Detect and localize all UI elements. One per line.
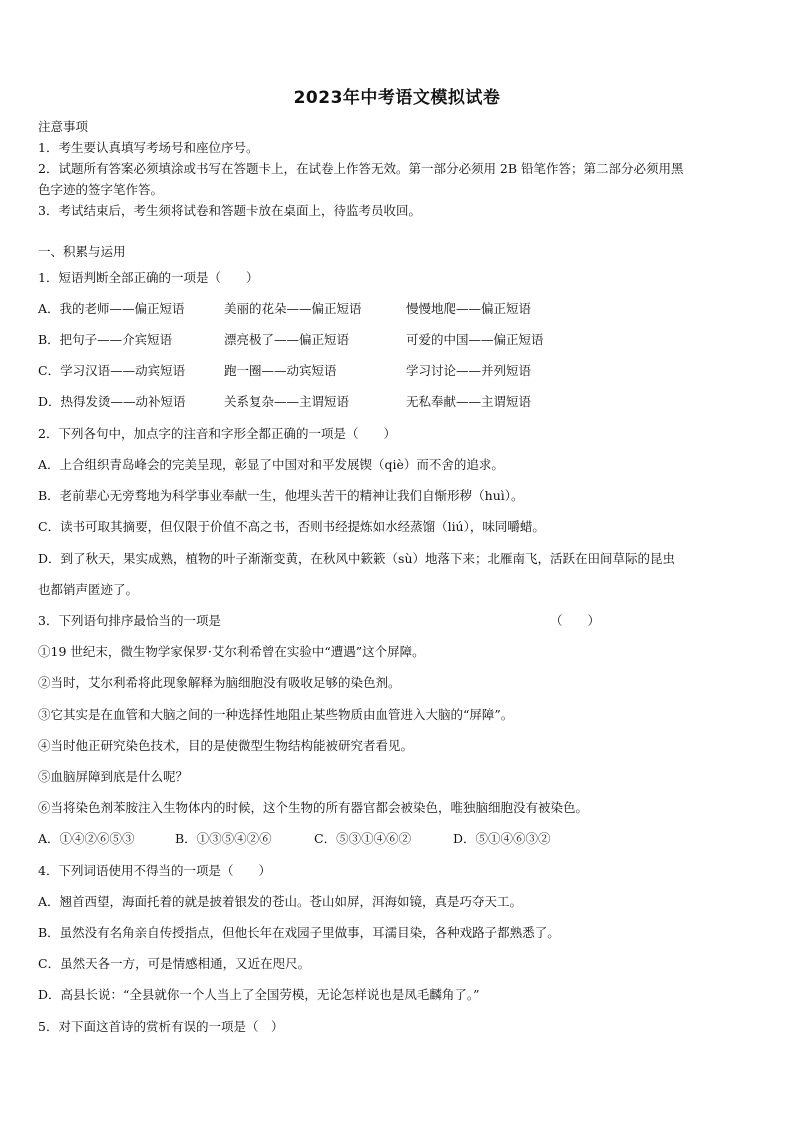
q4-option-c: C．虽然天各一方，可是情感相通，又近在咫尺。	[38, 956, 311, 971]
answer-blank: （ ）	[550, 613, 601, 628]
question-4-stem: 4．下列词语使用不得当的一项是（ ）	[38, 863, 271, 878]
q1-option-d-1: D．热得发烫——动补短语	[38, 394, 186, 409]
q2-option-c: C．读书可取其摘要，但仅限于价值不高之书，否则书经提炼如水经蒸馏（liú），味同嚼蜡。	[38, 519, 545, 534]
q1-option-d-2: 关系复杂——主谓短语	[224, 394, 350, 409]
q3-option-d: D．⑤①④⑥③②	[453, 831, 551, 846]
q3-sentence-4: ④当时他正研究染色技术，目的是使微型生物结构能被研究者看见。	[38, 738, 414, 753]
q3-sentence-3: ③它其实是在血管和大脑之间的一种选择性地阻止某些物质由血管进入大脑的“屏障”。	[38, 707, 514, 722]
q3-option-c: C．⑤③①④⑥②	[314, 831, 412, 846]
page-title: 2023年中考语文模拟试卷	[293, 88, 501, 108]
notice-item: 1．考生要认真填写考场号和座位序号。	[38, 140, 259, 155]
q1-option-c-3: 学习讨论——并列短语	[406, 363, 532, 378]
notice-item: 3．考试结束后，考生须将试卷和答题卡放在桌面上，待监考员收回。	[38, 203, 421, 218]
q1-option-d-3: 无私奉献——主谓短语	[406, 394, 532, 409]
q3-sentence-6: ⑥当将染色剂苯胺注入生物体内的时候，这个生物的所有器官都会被染色，唯独脑细胞没有被染色。	[38, 800, 589, 815]
q2-option-d-cont: 也都销声匿迹了。	[38, 582, 139, 597]
q2-option-b: B．老前辈心无旁骛地为科学事业奉献一生，他埋头苦干的精神让我们自惭形秽（huì）。	[38, 488, 524, 503]
q1-option-a-3: 慢慢地爬——偏正短语	[406, 301, 532, 316]
q3-option-b: B．①③⑤④②⑥	[175, 831, 272, 846]
q1-option-c-2: 跑一圈——动宾短语	[224, 363, 337, 378]
q4-option-a: A．翘首西望，海面托着的就是披着银发的苍山。苍山如屏，洱海如镜，真是巧夺天工。	[38, 894, 523, 909]
notice-heading: 注意事项	[38, 119, 89, 134]
q4-option-b: B．虽然没有名角亲自传授指点，但他长年在戏园子里做事，耳濡目染，各种戏路子都熟悉了。	[38, 925, 560, 940]
question-3-stem: 3．下列语句排序最恰当的一项是	[38, 613, 221, 628]
q2-option-d: D．到了秋天，果实成熟，植物的叶子渐渐变黄，在秋风中簌簌（sù）地落下来；北雁南飞，活跃在田间草际的昆虫	[38, 551, 675, 566]
q3-sentence-1: ①19 世纪末，微生物学家保罗·艾尔利希曾在实验中“遭遇”这个屏障。	[38, 644, 425, 659]
q1-option-a-2: 美丽的花朵——偏正短语	[224, 301, 362, 316]
q1-option-b-2: 漂亮极了——偏正短语	[224, 332, 350, 347]
q1-option-b-1: B．把句子——介宾短语	[38, 332, 173, 347]
section-heading: 一、积累与运用	[38, 244, 126, 259]
q2-option-a: A．上合组织青岛峰会的完美呈现，彰显了中国对和平发展锲（qiè）而不舍的追求。	[38, 457, 504, 472]
q3-option-a: A．①④②⑥⑤③	[38, 831, 135, 846]
q3-sentence-2: ②当时，艾尔利希将此现象解释为脑细胞没有吸收足够的染色剂。	[38, 675, 401, 690]
q1-option-c-1: C．学习汉语——动宾短语	[38, 363, 186, 378]
notice-item: 色字迹的签字笔作答。	[38, 182, 164, 197]
q4-option-d: D．高县长说：“全县就你一个人当上了全国劳模，无论怎样说也是凤毛麟角了。”	[38, 987, 480, 1002]
question-5-stem: 5．对下面这首诗的赏析有误的一项是（ ）	[38, 1019, 284, 1034]
q1-option-a-1: A．我的老师——偏正短语	[38, 301, 185, 316]
q1-option-b-3: 可爱的中国——偏正短语	[406, 332, 544, 347]
question-1-stem: 1．短语判断全部正确的一项是（ ）	[38, 270, 259, 285]
question-2-stem: 2．下列各句中，加点字的注音和字形全都正确的一项是（ ）	[38, 426, 396, 441]
q3-sentence-5: ⑤血脑屏障到底是什么呢？	[38, 769, 189, 784]
notice-item: 2．试题所有答案必须填涂或书写在答题卡上，在试卷上作答无效。第一部分必须用 2B 铅笔作答；第二部分必须用黑	[38, 161, 684, 176]
